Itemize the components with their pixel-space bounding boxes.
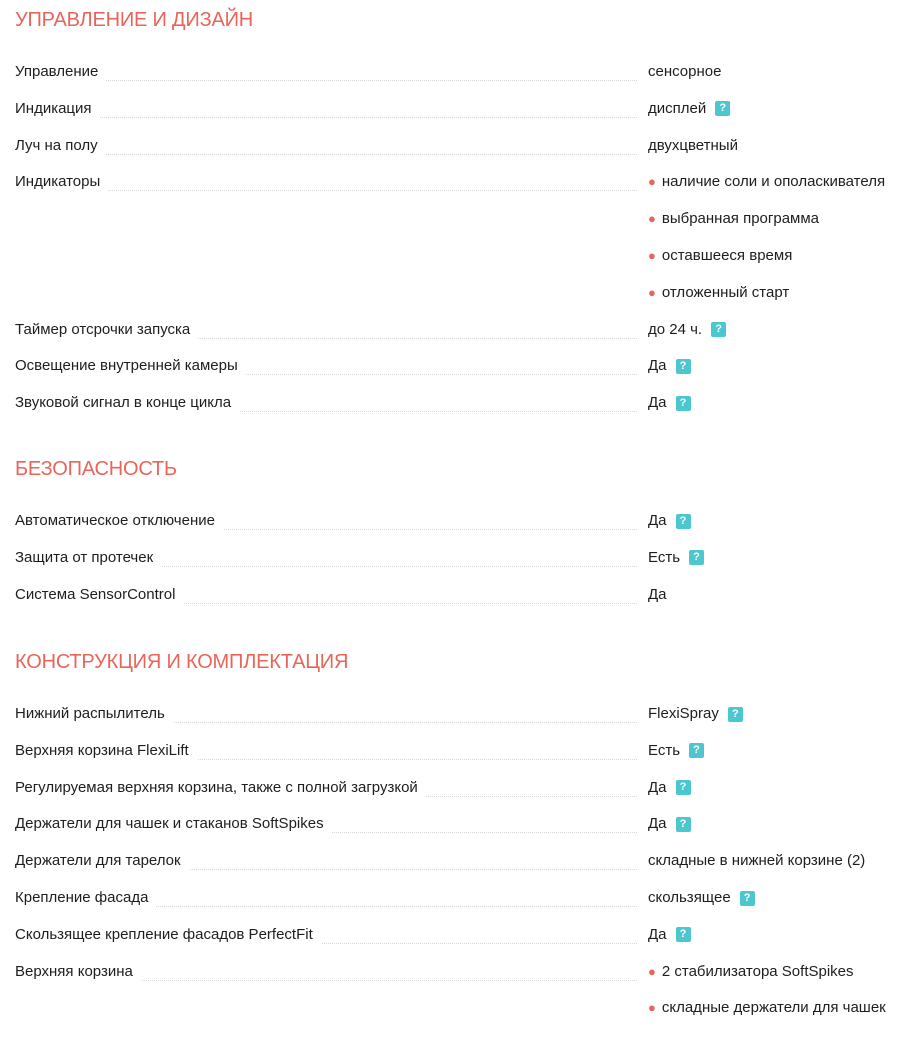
spec-value-text: FlexiSpray <box>648 705 719 722</box>
spec-value <box>648 925 691 945</box>
help-icon[interactable]: ? <box>676 927 691 942</box>
spec-row <box>15 851 915 875</box>
spec-value <box>648 393 691 413</box>
spec-value-text: Да <box>648 512 667 529</box>
spec-row-continuation <box>15 209 915 233</box>
spec-label: Скользящее крепление фасадов PerfectFit <box>15 925 321 945</box>
spec-label: Верхняя корзина FlexiLift <box>15 741 197 761</box>
spec-row <box>15 962 915 986</box>
spec-value <box>648 585 667 605</box>
spec-value-text: выбранная программа <box>661 210 820 228</box>
spec-value-text: дисплей <box>648 99 707 117</box>
spec-row <box>15 62 915 86</box>
spec-value-text: наличие соли и ополаскивателя <box>661 173 886 191</box>
spec-value <box>648 246 792 266</box>
spec-row <box>15 741 915 765</box>
spec-label: Держатели для чашек и стаканов SoftSpikes <box>15 814 332 834</box>
spec-value <box>648 741 704 761</box>
help-icon[interactable]: ? <box>676 514 691 529</box>
spec-row <box>15 99 915 123</box>
spec-row <box>15 585 915 609</box>
spec-value <box>648 998 886 1018</box>
bullet-icon: ● <box>648 174 656 190</box>
spec-value-text: Да <box>648 394 667 412</box>
spec-row <box>15 136 915 160</box>
spec-value-text: оставшееся время <box>661 247 793 264</box>
spec-label: Крепление фасада <box>15 888 156 908</box>
spec-row <box>15 172 915 196</box>
help-icon[interactable]: ? <box>728 707 743 722</box>
bullet-icon: ● <box>648 1000 656 1016</box>
spec-label: Индикация <box>15 99 100 119</box>
section-title: КОНСТРУКЦИЯ И КОМПЛЕКТАЦИЯ <box>15 651 349 673</box>
spec-row <box>15 320 915 344</box>
spec-value <box>648 209 819 229</box>
spec-value <box>648 320 726 340</box>
spec-value <box>648 356 691 376</box>
spec-row <box>15 356 915 380</box>
spec-label: Освещение внутренней камеры <box>15 356 246 376</box>
dotted-leader <box>15 117 637 118</box>
help-icon[interactable]: ? <box>676 396 691 411</box>
spec-label: Нижний распылитель <box>15 704 173 724</box>
spec-label: Управление <box>15 62 106 82</box>
spec-value-text: Да <box>648 585 667 603</box>
help-icon[interactable]: ? <box>711 322 726 337</box>
spec-label: Автоматическое отключение <box>15 511 223 531</box>
spec-value-text: сенсорное <box>648 63 722 80</box>
spec-value <box>648 172 885 192</box>
spec-value-text: Да <box>648 815 667 833</box>
spec-value-text: Да <box>648 357 667 375</box>
spec-value-text: Есть <box>648 548 681 566</box>
help-icon[interactable]: ? <box>689 550 704 565</box>
help-icon[interactable]: ? <box>676 780 691 795</box>
spec-label: Защита от протечек <box>15 548 161 568</box>
spec-row <box>15 511 915 535</box>
bullet-icon: ● <box>648 284 656 300</box>
spec-label: Звуковой сигнал в конце цикла <box>15 393 239 413</box>
bullet-icon: ● <box>648 963 656 979</box>
spec-value-text: складные держатели для чашек <box>661 999 886 1017</box>
spec-value-text: 2 стабилизатора SoftSpikes <box>661 962 854 980</box>
spec-value <box>648 704 743 724</box>
spec-row <box>15 704 915 728</box>
spec-label: Регулируемая верхняя корзина, также с полной загрузкой <box>15 778 426 798</box>
section-title: УПРАВЛЕНИЕ И ДИЗАЙН <box>15 9 254 31</box>
spec-row <box>15 548 915 572</box>
spec-value <box>648 511 691 531</box>
spec-row <box>15 925 915 949</box>
spec-value-text: скользящее <box>648 889 731 906</box>
spec-value-text: до 24 ч. <box>648 320 703 338</box>
spec-value <box>648 548 704 568</box>
help-icon[interactable]: ? <box>689 743 704 758</box>
spec-value-text: двухцветный <box>648 136 738 154</box>
spec-label: Верхняя корзина <box>15 962 141 982</box>
spec-label: Луч на полу <box>15 136 106 156</box>
spec-row <box>15 814 915 838</box>
help-icon[interactable]: ? <box>740 891 755 906</box>
spec-value-text: Да <box>648 925 667 943</box>
spec-value <box>648 814 691 834</box>
dotted-leader <box>15 190 637 191</box>
dotted-leader <box>15 154 637 155</box>
dotted-leader <box>15 80 637 81</box>
spec-row <box>15 888 915 912</box>
help-icon[interactable]: ? <box>676 359 691 374</box>
spec-label: Держатели для тарелок <box>15 851 189 871</box>
spec-value <box>648 888 755 908</box>
spec-value-text: Есть <box>648 741 681 759</box>
help-icon[interactable]: ? <box>715 101 730 116</box>
spec-value <box>648 778 691 798</box>
spec-row-continuation <box>15 998 915 1022</box>
spec-value <box>648 962 854 982</box>
bullet-icon: ● <box>648 211 656 227</box>
spec-value-text: складные в нижней корзине (2) <box>648 852 866 870</box>
spec-value <box>648 283 789 303</box>
spec-value <box>648 99 730 119</box>
spec-label: Индикаторы <box>15 172 108 192</box>
spec-label: Система SensorControl <box>15 585 183 605</box>
spec-value-text: Да <box>648 778 667 796</box>
spec-label: Таймер отсрочки запуска <box>15 320 198 340</box>
spec-value <box>648 136 738 156</box>
spec-row-continuation <box>15 283 915 307</box>
spec-row <box>15 393 915 417</box>
spec-row-continuation <box>15 246 915 270</box>
spec-value <box>648 62 721 82</box>
spec-value-text: отложенный старт <box>661 283 790 301</box>
spec-row <box>15 778 915 802</box>
section-title: БЕЗОПАСНОСТЬ <box>15 458 177 480</box>
help-icon[interactable]: ? <box>676 817 691 832</box>
spec-value <box>648 851 865 871</box>
bullet-icon: ● <box>648 248 656 263</box>
